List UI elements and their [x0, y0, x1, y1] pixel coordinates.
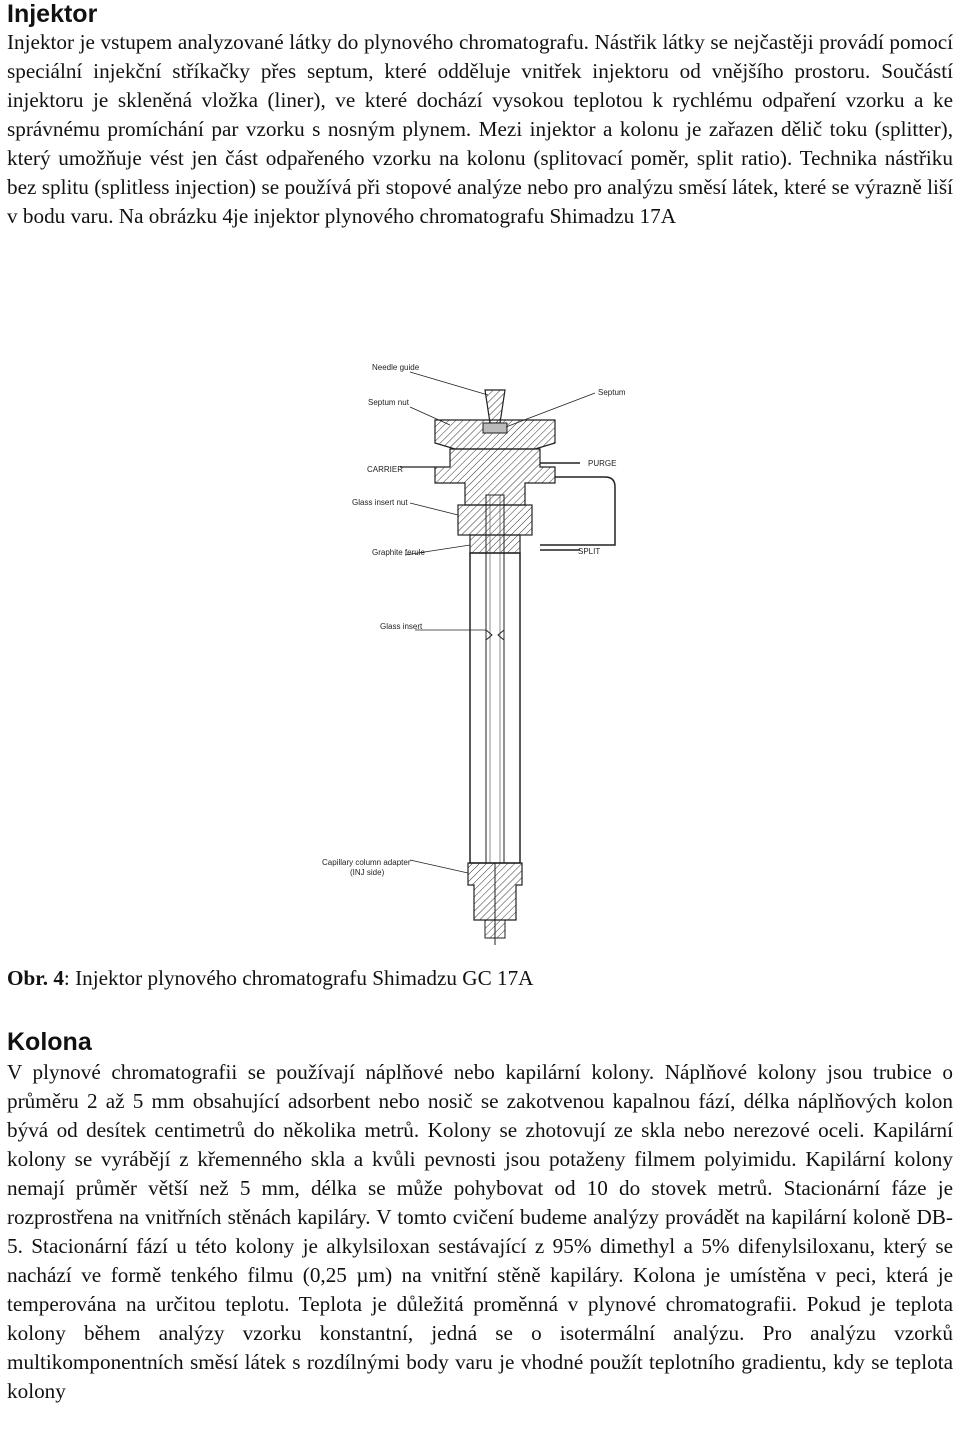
- label-capillary-adapter-side: (INJ side): [350, 868, 385, 877]
- paragraph-injektor: Injektor je vstupem analyzované látky do plynového chromatografu. Nástřik látky se nejčastěji provádí pomocí speciální injekční stříkačky přes septum, které odděluje vnitřek injektoru od vnějšího prostoru. Součástí injektoru je skleněná vložka (liner), ve které dochází vysokou teplotou k rychlému odpaření vzorku a ke správnému promíchání par vzorku s nosným plynem. Mezi injektor a kolonu je zařazen dělič toku (splitter), který umožňuje vést jen část odpařeného vzorku na kolonu (splitovací poměr, split ratio). Technika nástřiku bez splitu (splitless injection) se používá při stopové analýze nebo pro analýzu směsí látek, které se výrazně liší v bodu varu. Na obrázku 4je injektor plynového chromatografu Shimadzu 17A: [7, 30, 953, 228]
- injector-diagram: [322, 345, 650, 950]
- label-needle-guide: Needle guide: [372, 363, 420, 372]
- label-purge: PURGE: [588, 459, 617, 468]
- label-carrier: CARRIER: [367, 465, 404, 474]
- caption-prefix: Obr.: [7, 966, 54, 990]
- figure-caption: [7, 964, 533, 993]
- label-capillary-adapter: Capillary column adapter: [322, 858, 411, 867]
- caption-text: : Injektor plynového chromatografu Shimadzu GC 17A: [63, 966, 534, 990]
- label-glass-insert-nut: Glass insert nut: [352, 498, 408, 507]
- label-graphite-ferule: Graphite ferule: [372, 548, 425, 557]
- paragraph-kolona: V plynové chromatografii se používají náplňové nebo kapilární kolony. Náplňové kolony jsou trubice o průměru 2 až 5 mm obsahující adsorbent nebo nosič se zakotvenou kapalnou fází, délka náplňových kolon bývá od desítek centimetrů do několika metrů. Kolony se zhotovují ze skla nebo nerezové oceli. Kapilární kolony se vyrábějí z křemenného skla a kvůli pevnosti jsou potaženy filmem polyimidu. Kapilární kolony nemají průměr větší než 5 mm, délka se může pohybovat od 10 do stovek metrů. Stacionární fáze je rozprostřena na vnitřních stěnách kapiláry. V tomto cvičení budeme analýzy provádět na kapilární koloně DB-5. Stacionární fází u této kolony je alkylsiloxan sestávající z 95% dimethyl a 5% difenylsiloxanu, který se nachází ve formě tenkého filmu (0,25 µm) na vnitřní stěně kapiláry. Kolona je umístěna v peci, která je temperována na určitou teplotu. Teplota je důležitá proměnná v plynové chromatografii. Pokud je teplota kolony během analýzy vzorku konstantní, jedná se o isotermální analýzu. Pro analýzu vzorků multikomponentních směsí látek s rozdílnými body varu je vhodné použít teplotního gradientu, kdy se teplota kolony: [7, 1060, 953, 1403]
- label-septum: Septum: [598, 388, 626, 397]
- section-heading-injektor: Injektor: [7, 0, 98, 28]
- caption-number: 4: [53, 966, 64, 990]
- label-septum-nut: Septum nut: [368, 398, 409, 407]
- label-glass-insert: Glass insert: [380, 622, 423, 631]
- label-split: SPLIT: [578, 547, 601, 556]
- section-heading-kolona: Kolona: [7, 1028, 92, 1056]
